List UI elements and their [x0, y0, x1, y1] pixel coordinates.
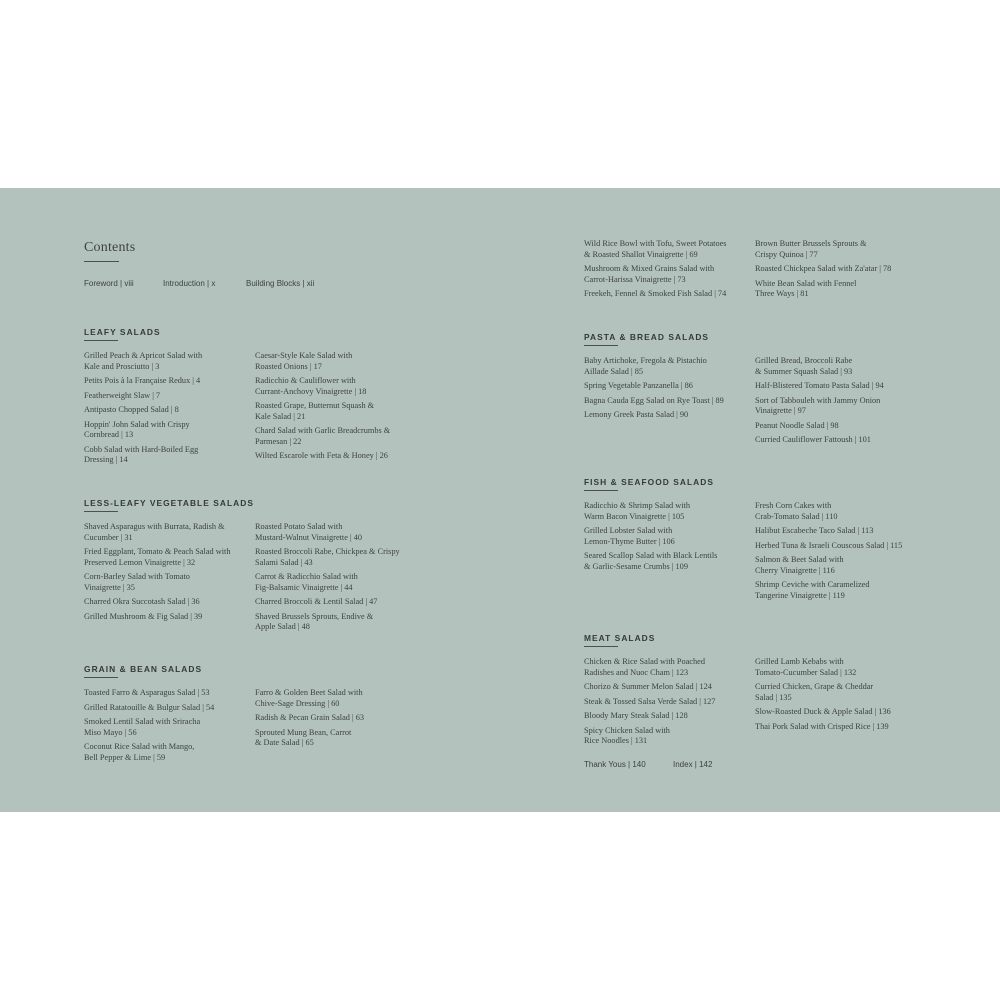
- recipe-entry[interactable]: [755, 264, 923, 275]
- recipe-entry-line: Fresh Corn Cakes with: [755, 501, 832, 510]
- recipe-entry-line: Chard Salad with Garlic Breadcrumbs &: [255, 426, 391, 435]
- section-rule: [584, 490, 618, 491]
- recipe-entry[interactable]: [84, 597, 252, 608]
- recipe-entry[interactable]: [584, 526, 752, 547]
- end-matter-index[interactable]: Index | 142: [673, 760, 713, 769]
- pasta-left-column: [584, 356, 752, 425]
- recipe-entry-line: Smoked Lentil Salad with Sriracha: [84, 717, 201, 726]
- recipe-entry[interactable]: [84, 522, 252, 543]
- recipe-entry-line-2: Bell Pepper & Lime | 59: [84, 752, 166, 762]
- recipe-entry-line: Carrot & Radicchio Salad with: [255, 572, 358, 581]
- recipe-entry[interactable]: [255, 688, 423, 709]
- recipe-entry-line: Roasted Potato Salad with: [255, 522, 343, 531]
- recipe-entry[interactable]: [255, 522, 423, 543]
- recipe-entry[interactable]: [255, 572, 423, 593]
- recipe-entry[interactable]: [755, 580, 923, 601]
- recipe-entry-line: Salmon & Beet Salad with: [755, 555, 844, 564]
- recipe-entry[interactable]: [84, 612, 252, 623]
- recipe-entry[interactable]: [584, 410, 752, 421]
- fish-right-column: [755, 501, 923, 605]
- recipe-entry-line: Grilled Ratatouille & Bulgur Salad | 54: [84, 702, 215, 712]
- recipe-entry-line-2: Mustard-Walnut Vinaigrette | 40: [255, 532, 363, 542]
- recipe-entry[interactable]: [255, 547, 423, 568]
- recipe-entry-line-2: Cherry Vinaigrette | 116: [755, 565, 835, 575]
- recipe-entry[interactable]: [755, 526, 923, 537]
- page-title: Contents: [84, 240, 136, 255]
- recipe-entry[interactable]: [84, 445, 252, 466]
- recipe-entry-line-2: Carrot-Harissa Vinaigrette | 73: [584, 274, 686, 284]
- recipe-entry-line: Baby Artichoke, Fregola & Pistachio: [584, 356, 707, 365]
- recipe-entry-line: Bagna Cauda Egg Salad on Rye Toast | 89: [584, 395, 724, 405]
- recipe-entry-line-2: Vinaigrette | 97: [755, 406, 806, 415]
- recipe-entry-line-2: Chive-Sage Dressing | 60: [255, 698, 340, 708]
- less-leafy-right-column: [255, 522, 423, 637]
- recipe-entry-line: Antipasto Chopped Salad | 8: [84, 405, 179, 414]
- recipe-entry[interactable]: [755, 657, 923, 678]
- recipe-entry-line: Coconut Rice Salad with Mango,: [84, 742, 195, 751]
- recipe-entry-line: Hoppin' John Salad with Crispy: [84, 419, 190, 429]
- recipe-entry[interactable]: [584, 711, 752, 722]
- front-matter-building-blocks[interactable]: Building Blocks | xii: [246, 279, 315, 288]
- section-title-leafy: LEAFY SALADS: [84, 327, 161, 337]
- recipe-entry-line: Lemony Greek Pasta Salad | 90: [584, 410, 689, 419]
- recipe-entry-line-2: Crispy Quinoa | 77: [755, 249, 818, 259]
- section-rule: [84, 340, 118, 341]
- recipe-entry-line: Caesar-Style Kale Salad with: [255, 351, 353, 360]
- recipe-entry-line-2: Roasted Onions | 17: [255, 361, 322, 371]
- recipe-entry-line: Wild Rice Bowl with Tofu, Sweet Potatoes: [584, 239, 727, 248]
- recipe-entry-line: Grilled Lobster Salad with: [584, 526, 673, 535]
- recipe-entry[interactable]: [84, 703, 252, 714]
- recipe-entry-line: Grilled Lamb Kebabs with: [755, 657, 844, 666]
- end-matter-thank-yous[interactable]: Thank Yous | 140: [584, 760, 646, 769]
- recipe-entry-line: Slow-Roasted Duck & Apple Salad | 136: [755, 707, 891, 716]
- recipe-entry[interactable]: [584, 682, 752, 693]
- recipe-entry-line-2: Parmesan | 22: [255, 436, 302, 446]
- recipe-entry-line-2: Tangerine Vinaigrette | 119: [755, 590, 845, 600]
- recipe-entry[interactable]: [584, 381, 752, 392]
- recipe-entry[interactable]: [755, 279, 923, 300]
- pasta-right-column: [755, 356, 923, 450]
- recipe-entry[interactable]: [255, 351, 423, 372]
- recipe-entry-line: Toasted Farro & Asparagus Salad | 53: [84, 688, 210, 697]
- recipe-entry-line-2: Currant-Anchovy Vinaigrette | 18: [255, 386, 367, 396]
- recipe-entry[interactable]: [255, 597, 423, 608]
- section-rule: [584, 345, 618, 346]
- recipe-entry-line: Roasted Chickpea Salad with Za'atar | 78: [755, 264, 892, 273]
- grain-right-column: [255, 688, 423, 753]
- recipe-entry-line-2: Cucumber | 31: [84, 532, 133, 542]
- recipe-entry-line-2: Kale Salad | 21: [255, 411, 306, 421]
- recipe-entry[interactable]: [84, 688, 252, 699]
- recipe-entry[interactable]: [755, 555, 923, 576]
- recipe-entry-line: Chicken & Rice Salad with Poached: [584, 657, 705, 666]
- title-rule: [84, 261, 119, 262]
- recipe-entry-line: Sort of Tabbouleh with Jammy Onion: [755, 395, 881, 405]
- recipe-entry[interactable]: [584, 264, 752, 285]
- section-rule: [584, 646, 618, 647]
- section-rule: [84, 511, 118, 512]
- recipe-entry[interactable]: [255, 728, 423, 749]
- recipe-entry[interactable]: [755, 435, 923, 446]
- recipe-entry[interactable]: [755, 682, 923, 703]
- book-spread: [0, 188, 1000, 812]
- recipe-entry-line: Radicchio & Shrimp Salad with: [584, 501, 691, 510]
- recipe-entry-line: Corn-Barley Salad with Tomato: [84, 572, 190, 581]
- recipe-entry[interactable]: [255, 401, 423, 422]
- recipe-entry[interactable]: [584, 726, 752, 747]
- fish-left-column: [584, 501, 752, 576]
- recipe-entry[interactable]: [755, 707, 923, 718]
- recipe-entry[interactable]: [755, 396, 923, 417]
- recipe-entry-line-2: Preserved Lemon Vinaigrette | 32: [84, 557, 196, 567]
- front-matter-foreword[interactable]: Foreword | viii: [84, 279, 134, 288]
- recipe-entry-line: Seared Scallop Salad with Black Lentils: [584, 551, 718, 560]
- recipe-entry-line: Sprouted Mung Bean, Carrot: [255, 727, 352, 737]
- recipe-entry-line: Curried Cauliflower Fattoush | 101: [755, 435, 871, 444]
- recipe-entry-line-2: Radishes and Nuoc Cham | 123: [584, 667, 689, 677]
- recipe-entry-line: Freekeh, Fennel & Smoked Fish Salad | 74: [584, 289, 727, 298]
- recipe-entry-line-2: Three Ways | 81: [755, 289, 809, 298]
- recipe-entry-line: Brown Butter Brussels Sprouts &: [755, 239, 867, 248]
- recipe-entry[interactable]: [584, 239, 752, 260]
- recipe-entry-line: Featherweight Slaw | 7: [84, 390, 161, 400]
- recipe-entry-line-2: Salad | 135: [755, 692, 792, 702]
- recipe-entry[interactable]: [84, 572, 252, 593]
- recipe-entry-line: Cobb Salad with Hard-Boiled Egg: [84, 444, 199, 454]
- recipe-entry[interactable]: [84, 547, 252, 568]
- recipe-entry[interactable]: [84, 405, 252, 416]
- leafy-right-column: [255, 351, 423, 466]
- recipe-entry-line-2: Crab-Tomato Salad | 110: [755, 511, 838, 521]
- recipe-entry-line: Charred Okra Succotash Salad | 36: [84, 597, 200, 606]
- section-title-grain: GRAIN & BEAN SALADS: [84, 664, 203, 674]
- section-rule: [84, 677, 118, 678]
- recipe-entry-line-2: Dressing | 14: [84, 455, 128, 464]
- recipe-entry[interactable]: [755, 356, 923, 377]
- recipe-entry[interactable]: [584, 501, 752, 522]
- recipe-entry-line: Peanut Noodle Salad | 98: [755, 420, 839, 430]
- recipe-entry-line: Half-Blistered Tomato Pasta Salad | 94: [755, 381, 884, 390]
- recipe-entry[interactable]: [255, 451, 423, 462]
- recipe-entry-line: Mushroom & Mixed Grains Salad with: [584, 264, 715, 273]
- recipe-entry[interactable]: [255, 713, 423, 724]
- leafy-left-column: [84, 351, 252, 470]
- recipe-entry-line-2: Miso Mayo | 56: [84, 727, 137, 737]
- recipe-entry-line-2: Apple Salad | 48: [255, 622, 310, 631]
- recipe-entry-line: Roasted Broccoli Rabe, Chickpea & Crispy: [255, 547, 400, 556]
- recipe-entry[interactable]: [84, 376, 252, 387]
- section-title-pasta: PASTA & BREAD SALADS: [584, 332, 710, 342]
- less-leafy-left-column: [84, 522, 252, 626]
- recipe-entry-line: Fried Eggplant, Tomato & Peach Salad with: [84, 547, 231, 556]
- recipe-entry-line-2: & Date Salad | 65: [255, 738, 314, 747]
- recipe-entry[interactable]: [584, 657, 752, 678]
- recipe-entry[interactable]: [84, 742, 252, 763]
- recipe-entry-line: Grilled Bread, Broccoli Rabe: [755, 356, 853, 365]
- grain-left-column: [84, 688, 252, 767]
- recipe-entry[interactable]: [755, 541, 923, 552]
- front-matter-introduction[interactable]: Introduction | x: [163, 279, 216, 288]
- recipe-entry[interactable]: [255, 426, 423, 447]
- recipe-entry-line: Grilled Mushroom & Fig Salad | 39: [84, 611, 203, 621]
- grain-continued-right-column: [755, 239, 923, 304]
- grain-continued-left-column: [584, 239, 752, 304]
- recipe-entry-line: Shaved Brussels Sprouts, Endive &: [255, 611, 374, 621]
- recipe-entry-line: Spring Vegetable Panzanella | 86: [584, 381, 693, 390]
- recipe-entry-line: Spicy Chicken Salad with: [584, 725, 670, 735]
- recipe-entry[interactable]: [755, 722, 923, 733]
- section-title-less-leafy: LESS-LEAFY VEGETABLE SALADS: [84, 498, 254, 508]
- recipe-entry-line: Halibut Escabeche Taco Salad | 113: [755, 526, 874, 535]
- recipe-entry-line: Grilled Peach & Apricot Salad with: [84, 351, 203, 360]
- recipe-entry-line: Shrimp Ceviche with Caramelized: [755, 580, 870, 589]
- recipe-entry[interactable]: [755, 501, 923, 522]
- recipe-entry[interactable]: [584, 289, 752, 300]
- recipe-entry-line-2: Kale and Prosciutto | 3: [84, 361, 160, 371]
- recipe-entry-line-2: & Summer Squash Salad | 93: [755, 366, 853, 376]
- recipe-entry[interactable]: [584, 697, 752, 708]
- recipe-entry[interactable]: [755, 421, 923, 432]
- recipe-entry-line-2: & Garlic-Sesame Crumbs | 109: [584, 561, 688, 571]
- recipe-entry-line: Shaved Asparagus with Burrata, Radish &: [84, 522, 225, 531]
- recipe-entry-line-2: Rice Noodles | 131: [584, 736, 648, 745]
- recipe-entry-line: Roasted Grape, Butternut Squash &: [255, 401, 375, 410]
- recipe-entry-line: Thai Pork Salad with Crisped Rice | 139: [755, 721, 889, 731]
- recipe-entry-line: Charred Broccoli & Lentil Salad | 47: [255, 597, 378, 606]
- recipe-entry[interactable]: [84, 391, 252, 402]
- recipe-entry-line-2: Vinaigrette | 35: [84, 582, 135, 592]
- recipe-entry-line: Farro & Golden Beet Salad with: [255, 688, 363, 697]
- recipe-entry[interactable]: [84, 351, 252, 372]
- meat-left-column: [584, 657, 752, 751]
- recipe-entry-line: Chorizo & Summer Melon Salad | 124: [584, 682, 712, 691]
- recipe-entry-line: Radicchio & Cauliflower with: [255, 376, 356, 385]
- recipe-entry[interactable]: [584, 396, 752, 407]
- recipe-entry-line: Herbed Tuna & Israeli Couscous Salad | 115: [755, 540, 903, 550]
- recipe-entry-line: Wilted Escarole with Feta & Honey | 26: [255, 451, 388, 460]
- recipe-entry-line: Bloody Mary Steak Salad | 128: [584, 711, 688, 720]
- recipe-entry-line-2: Tomato-Cucumber Salad | 132: [755, 667, 857, 677]
- recipe-entry[interactable]: [755, 381, 923, 392]
- recipe-entry[interactable]: [584, 551, 752, 572]
- recipe-entry-line-2: & Roasted Shallot Vinaigrette | 69: [584, 249, 698, 259]
- recipe-entry[interactable]: [584, 356, 752, 377]
- recipe-entry-line-2: Aillade Salad | 85: [584, 366, 644, 376]
- section-title-fish: FISH & SEAFOOD SALADS: [584, 477, 715, 487]
- recipe-entry-line-2: Salami Salad | 43: [255, 557, 313, 567]
- recipe-entry-line-2: Cornbread | 13: [84, 430, 134, 439]
- section-title-meat: MEAT SALADS: [584, 633, 656, 643]
- recipe-entry-line-2: Lemon-Thyme Butter | 106: [584, 536, 675, 546]
- recipe-entry[interactable]: [755, 239, 923, 260]
- recipe-entry[interactable]: [84, 717, 252, 738]
- recipe-entry-line-2: Fig-Balsamic Vinaigrette | 44: [255, 582, 353, 592]
- recipe-entry-line: Radish & Pecan Grain Salad | 63: [255, 713, 365, 722]
- meat-right-column: [755, 657, 923, 736]
- recipe-entry-line: Petits Pois à la Française Redux | 4: [84, 376, 201, 385]
- recipe-entry-line: Steak & Tossed Salsa Verde Salad | 127: [584, 696, 716, 706]
- recipe-entry-line: Curried Chicken, Grape & Cheddar: [755, 682, 874, 691]
- recipe-entry-line-2: Warm Bacon Vinaigrette | 105: [584, 511, 685, 521]
- recipe-entry[interactable]: [255, 612, 423, 633]
- recipe-entry[interactable]: [84, 420, 252, 441]
- recipe-entry[interactable]: [255, 376, 423, 397]
- recipe-entry-line: White Bean Salad with Fennel: [755, 278, 857, 288]
